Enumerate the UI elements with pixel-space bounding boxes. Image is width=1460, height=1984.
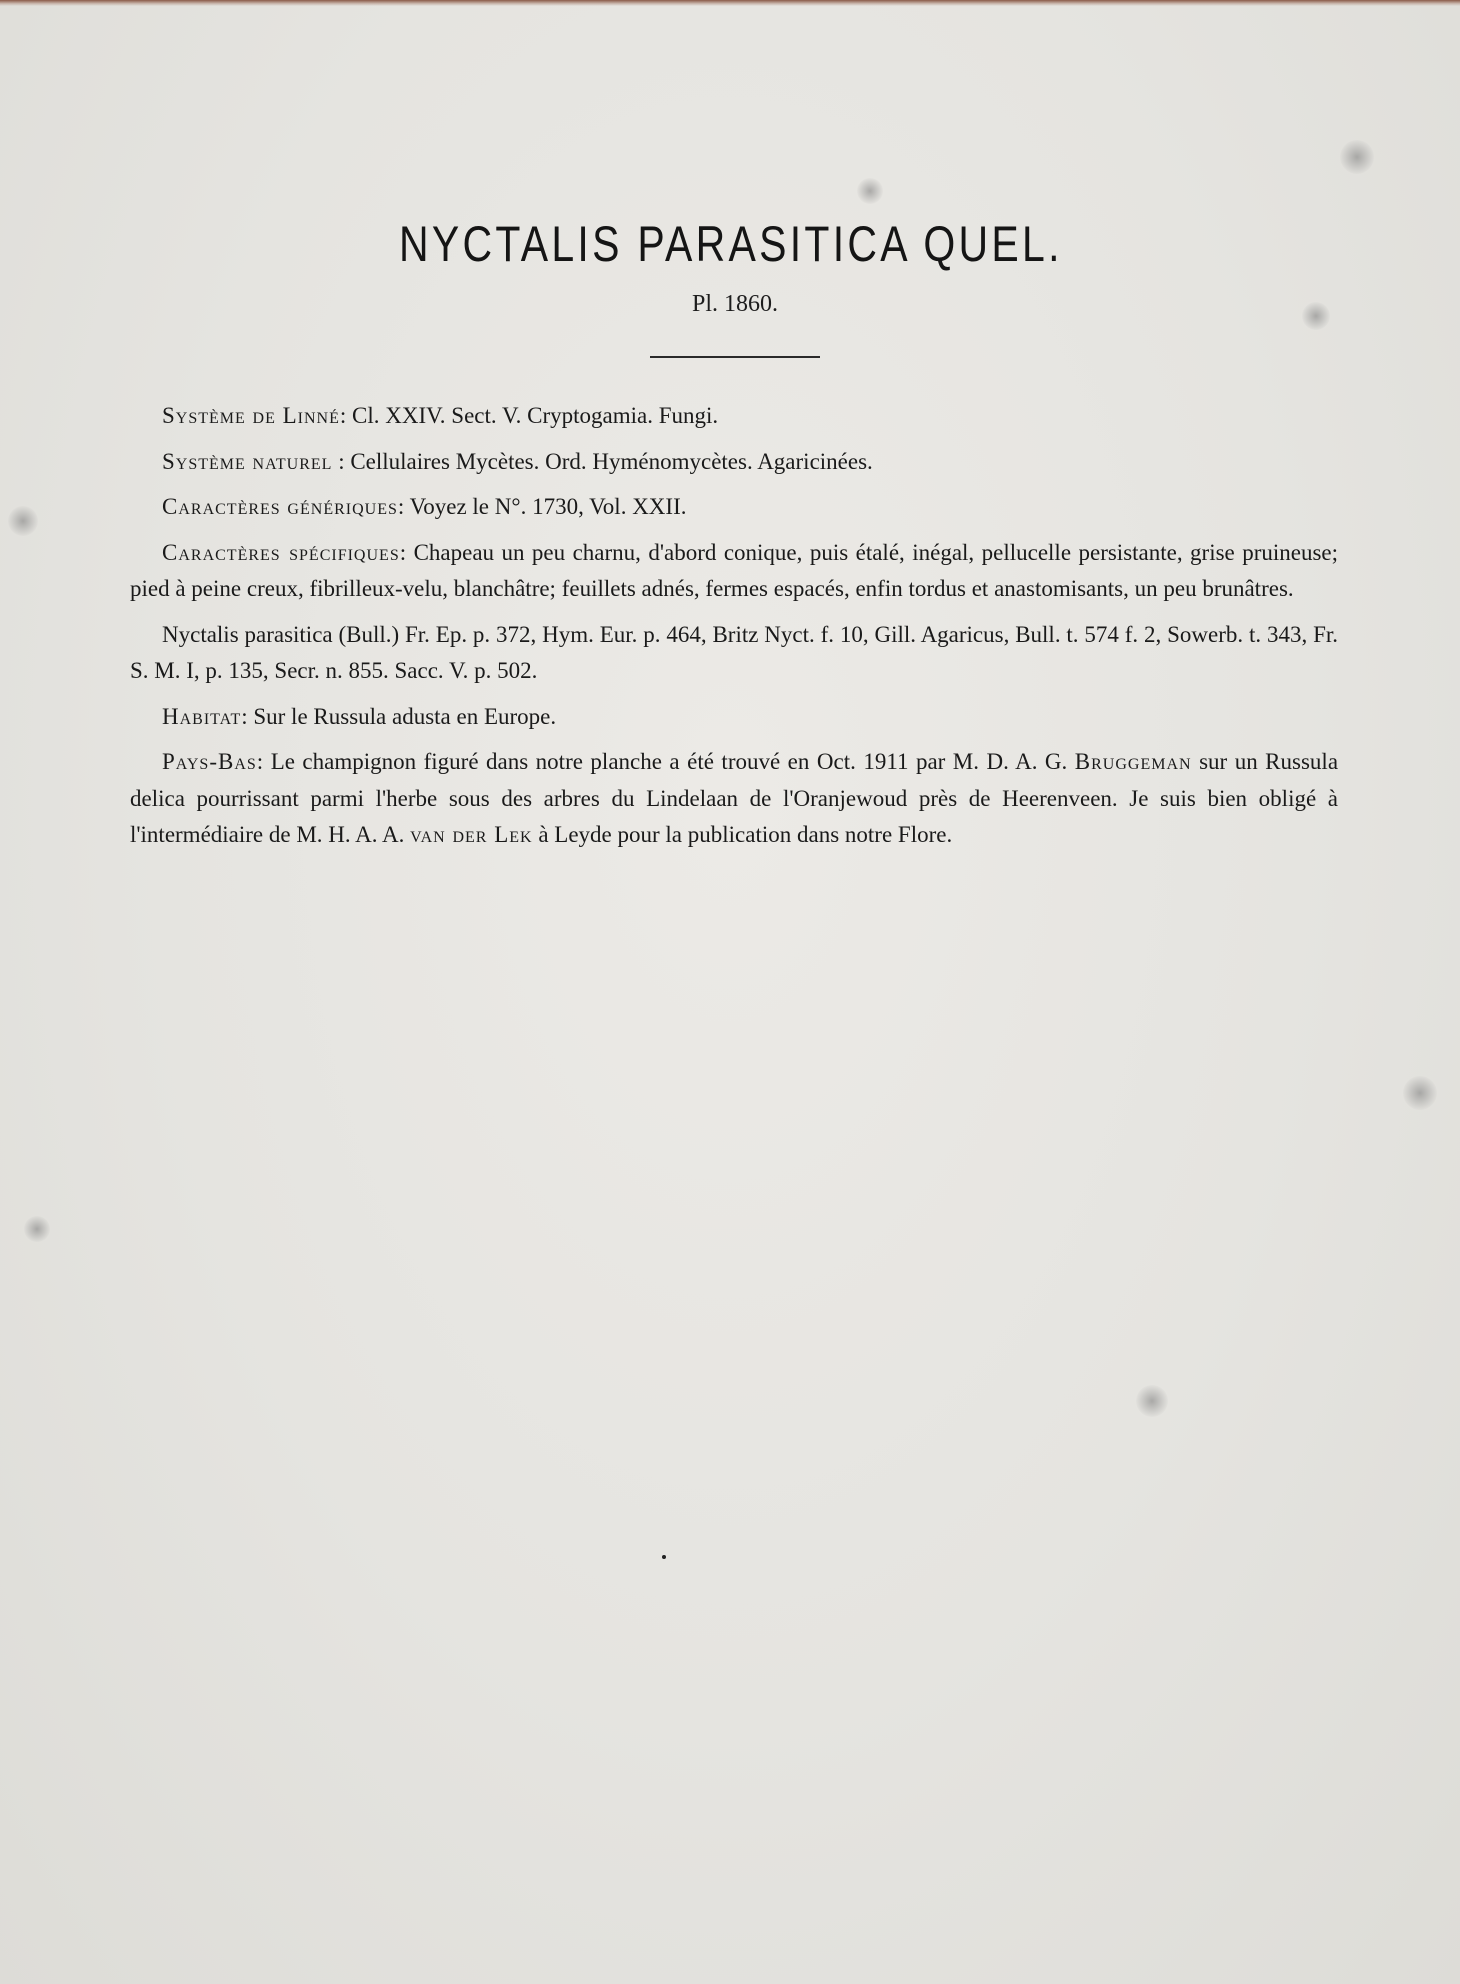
label-linne: Système de Linné — [162, 403, 340, 428]
paragraph-linne — [130, 398, 1338, 435]
paragraph-generiques — [130, 489, 1338, 526]
paper-spot — [1136, 1385, 1168, 1417]
text-paysbas-1: Le champignon figuré dans notre planche a été trouvé en Oct. 1911 par M. D. A. G. — [270, 749, 1068, 774]
text-habitat: Sur le Russula adusta en Europe. — [253, 703, 557, 729]
text-generiques: Voyez le N°. 1730, Vol. XXII. — [409, 494, 687, 519]
label-habitat: Habitat — [162, 703, 242, 729]
title-divider — [650, 356, 820, 358]
paper-spot — [24, 1216, 50, 1242]
description-body — [130, 398, 1338, 863]
text-paysbas-2: sur un Russula delica pourrissant parmi l'herbe sous des arbres du Lindelaan de l'Oranjewoud près de Heerenveen. Je suis bien obligé à l'intermédiaire de M. H. A. A. — [130, 749, 1339, 847]
paragraph-synonymy — [130, 617, 1338, 690]
paper-spot — [8, 506, 38, 536]
label-paysbas: Pays-Bas — [162, 749, 257, 774]
text-paysbas-3: à Leyde pour la publication dans notre Flore. — [538, 822, 953, 847]
paragraph-specifiques — [130, 535, 1338, 608]
paragraph-habitat — [130, 699, 1338, 736]
text-specifiques: Chapeau un peu charnu, d'abord conique, puis étalé, inégal, pellucelle persistante, grise pruineuse; pied à peine creux, fibrilleux-velu, blanchâtre; feuillets adnés, fermes espacés, enfin tordus et anastomisants, un peu brunâtres. — [130, 539, 1339, 601]
contributor-name: van der Lek — [410, 822, 533, 847]
label-naturel: Système naturel — [162, 448, 333, 474]
label-separator: : — [339, 403, 353, 428]
label-generiques: Caractères génériques — [162, 494, 398, 519]
label-separator: : — [241, 703, 254, 729]
paper-spot — [857, 178, 883, 204]
label-separator: : — [399, 539, 414, 565]
label-specifiques: Caractères spécifiques — [162, 539, 400, 565]
label-separator: : — [397, 494, 410, 519]
plate-number: Pl. 1860. — [691, 291, 778, 317]
page-title: NYCTALIS PARASITICA QUEL. — [399, 216, 1063, 272]
paragraph-naturel — [130, 444, 1338, 481]
paragraph-paysbas — [130, 744, 1338, 854]
label-separator: : — [332, 448, 351, 474]
ink-dot — [662, 1555, 666, 1559]
text-linne: Cl. XXIV. Sect. V. Cryptogamia. Fungi. — [352, 403, 719, 428]
paper-spot — [1340, 140, 1374, 174]
text-naturel: Cellulaires Mycètes. Ord. Hyménomycètes. Agaricinées. — [350, 448, 873, 474]
label-separator: : — [256, 749, 271, 774]
paper-spot — [1403, 1076, 1437, 1110]
collector-name: Bruggeman — [1074, 749, 1192, 774]
text-synonymy: Nyctalis parasitica (Bull.) Fr. Ep. p. 372, Hym. Eur. p. 464, Britz Nyct. f. 10, Gill. Agaricus, Bull. t. 574 f. 2, Sowerb. t. 343, Fr. S. M. I, p. 135, Secr. n. 855. Sacc. V. p. 502. — [130, 621, 1338, 683]
page-top-edge — [0, 0, 1460, 6]
